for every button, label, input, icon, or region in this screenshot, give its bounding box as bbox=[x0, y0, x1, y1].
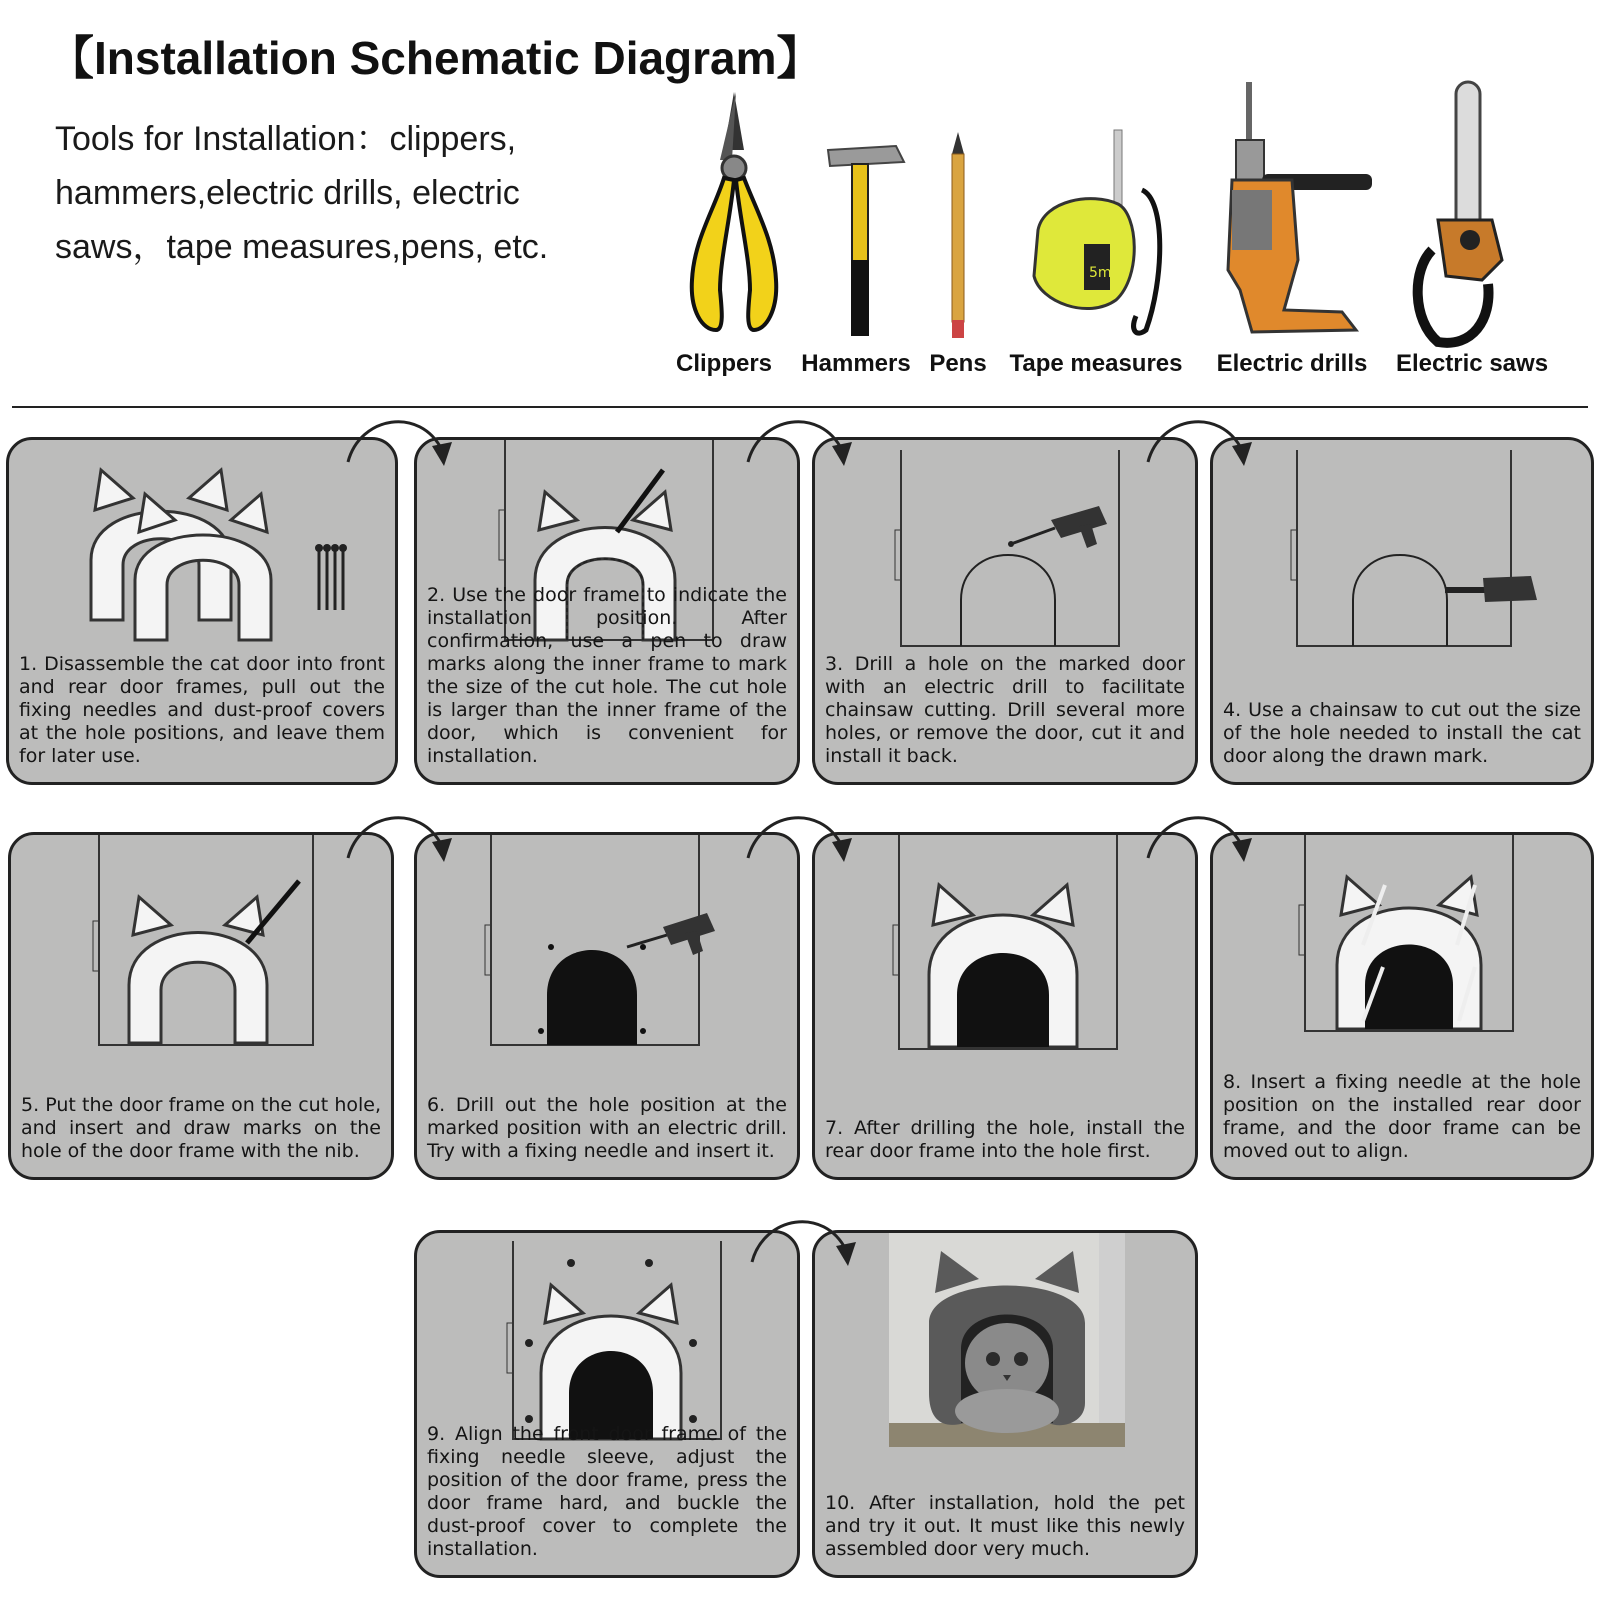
tool-label-hammers: Hammers bbox=[801, 350, 911, 377]
step-3-illustration bbox=[815, 440, 1198, 660]
step-10-card bbox=[812, 1230, 1198, 1578]
step-5-card bbox=[8, 832, 394, 1180]
step-5-illustration bbox=[11, 835, 394, 1055]
step-7-illustration bbox=[815, 835, 1198, 1055]
arrow-step-1-to-2 bbox=[340, 402, 460, 472]
step-8-text: 8. Insert a fixing needle at the hole position on the installed rear door frame, and the door frame can be moved out to align. bbox=[1223, 1071, 1581, 1162]
tape-measure-icon bbox=[996, 80, 1196, 350]
tool-label-electric-drills: Electric drills bbox=[1216, 350, 1368, 377]
arrow-step-2-to-3 bbox=[740, 402, 860, 472]
tool-tape-measure bbox=[996, 80, 1196, 390]
electric-drill-icon bbox=[1192, 80, 1392, 350]
cat-photo bbox=[889, 1233, 1125, 1447]
step-1-card bbox=[6, 437, 398, 785]
step-9-illustration bbox=[417, 1233, 800, 1453]
tools-description: Tools for Installation：clippers, hammers,electric drills, electric saws，tape measures,pens, etc. bbox=[55, 120, 549, 266]
arrow-step-6-to-7 bbox=[740, 798, 860, 868]
step-2-text: 2. Use the door frame to indicate the installation position. After confirmation, use a pen to draw marks along the inner frame to mark the size of the cut hole. The cut hole is larger than the inner frame of the door, which is convenient for installation. bbox=[427, 584, 787, 767]
step-7-card bbox=[812, 832, 1198, 1180]
arrow-step-5-to-6 bbox=[340, 798, 460, 868]
tool-electric-drill bbox=[1192, 80, 1392, 390]
step-4-card bbox=[1210, 437, 1594, 785]
step-7-text: 7. After drilling the hole, install the rear door frame into the hole first. bbox=[825, 1117, 1185, 1162]
step-10-text: 10. After installation, hold the pet and try it out. It must like this newly assembled door very much. bbox=[825, 1492, 1185, 1560]
tool-label-tape-measures: Tape measures bbox=[1009, 350, 1183, 377]
arrow-step-7-to-8 bbox=[1140, 798, 1260, 868]
tool-electric-saw bbox=[1372, 80, 1572, 390]
step-9-card bbox=[414, 1230, 800, 1578]
step-9-text: 9. Align the front door frame of the fixing needle sleeve, adjust the position of the door frame, press the door frame hard, and buckle the dust-proof cover to complete the installation. bbox=[427, 1423, 787, 1560]
step-6-card bbox=[414, 832, 800, 1180]
step-8-illustration bbox=[1213, 835, 1594, 1055]
tool-label-clippers: Clippers bbox=[675, 350, 773, 377]
step-6-illustration bbox=[417, 835, 800, 1055]
step-2-card bbox=[414, 437, 800, 785]
step-8-card bbox=[1210, 832, 1594, 1180]
tool-label-pens: Pens bbox=[929, 350, 987, 377]
step-5-text: 5. Put the door frame on the cut hole, and insert and draw marks on the hole of the door frame with the nib. bbox=[21, 1094, 381, 1162]
step-3-text: 3. Drill a hole on the marked door with an electric drill to facilitate chainsaw cutting. Drill several more holes, or remove the door, cut it and install it back. bbox=[825, 653, 1185, 767]
arrow-step-3-to-4 bbox=[1140, 402, 1260, 472]
step-6-text: 6. Drill out the hole position at the marked position with an electric drill. Try with a fixing needle and insert it. bbox=[427, 1094, 787, 1162]
step-3-card bbox=[812, 437, 1198, 785]
arrow-step-9-to-10 bbox=[744, 1202, 864, 1272]
tool-label-electric-saws: Electric saws bbox=[1395, 350, 1549, 377]
page-title: 【Installation Schematic Diagram】 bbox=[48, 32, 823, 84]
tape-measure-marking: 5m bbox=[1089, 265, 1112, 281]
step-1-text: 1. Disassemble the cat door into front and rear door frames, pull out the fixing needles and dust-proof covers at the hole positions, and leave them for later use. bbox=[19, 653, 385, 767]
step-1-illustration bbox=[9, 440, 398, 660]
step-4-text: 4. Use a chainsaw to cut out the size of the hole needed to install the cat door along the drawn mark. bbox=[1223, 699, 1581, 767]
electric-saw-icon bbox=[1372, 80, 1572, 350]
step-4-illustration bbox=[1213, 440, 1594, 660]
